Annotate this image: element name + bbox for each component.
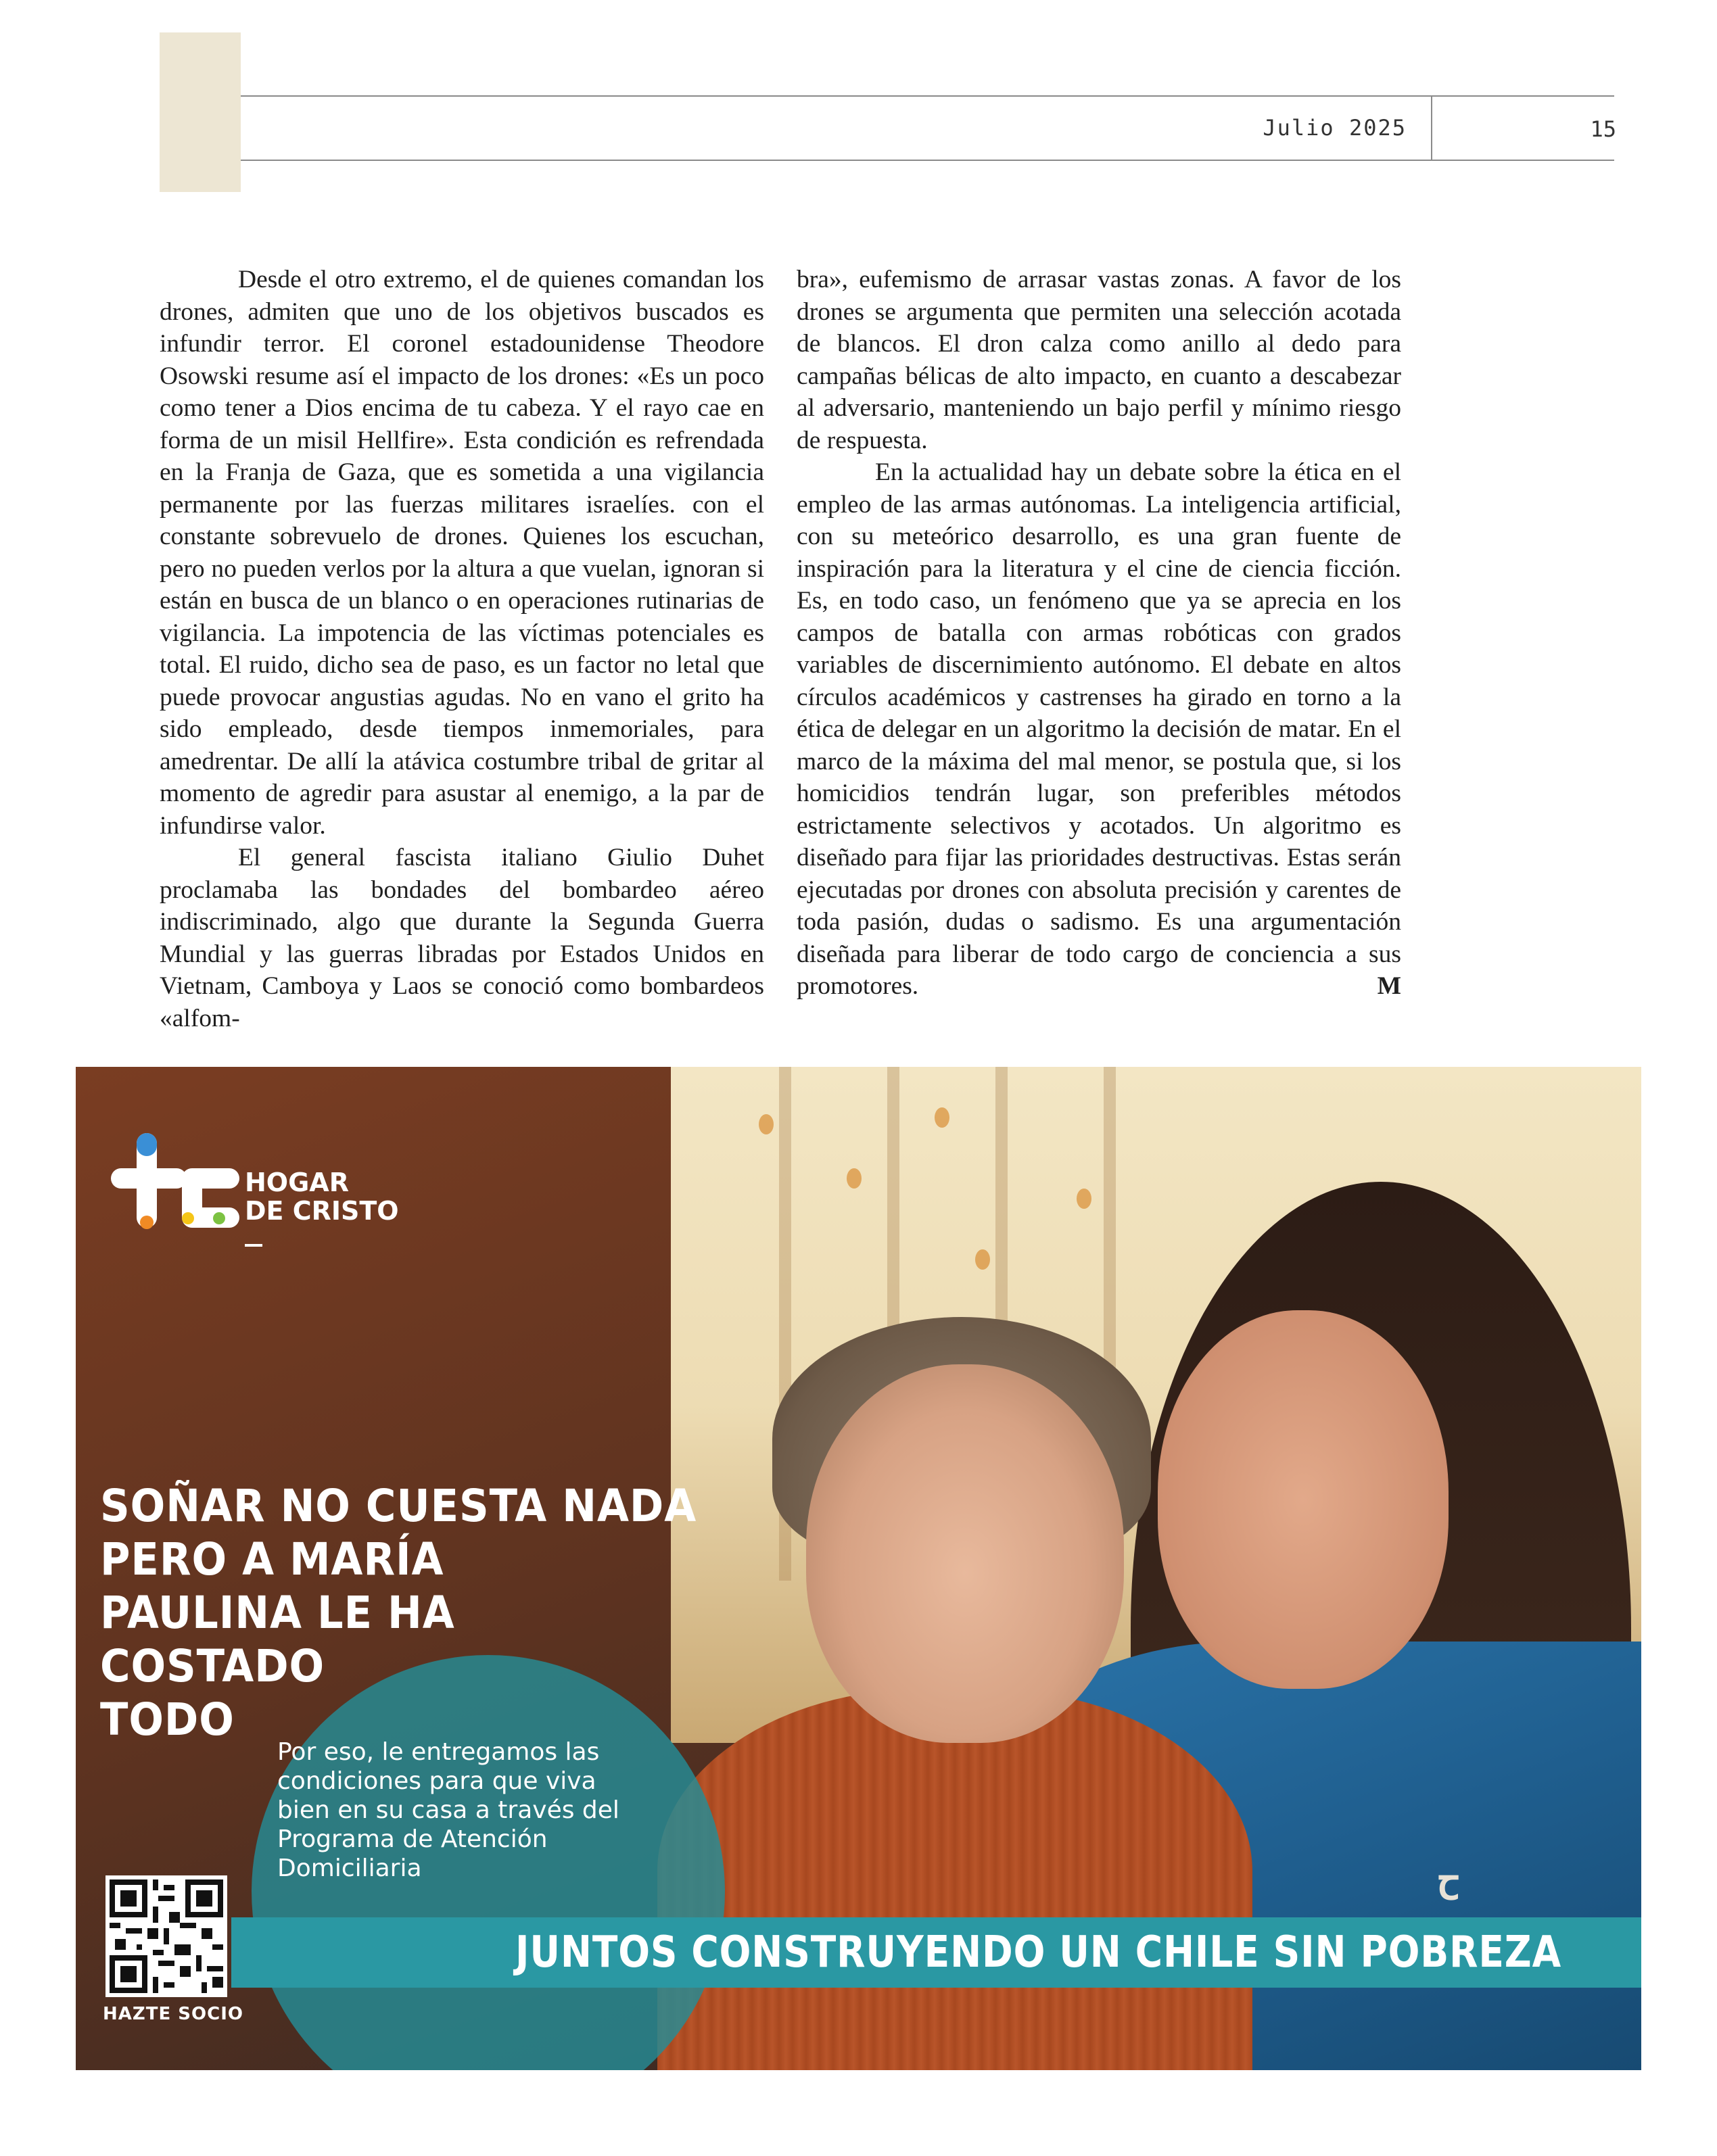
header-divider — [1431, 95, 1432, 161]
qr-label: HAZTE SOCIO — [103, 2004, 243, 2024]
article-paragraph: bra», eufemismo de arrasar vastas zonas. A favor de los drones se argumenta que permiten una selección acotada de blancos. El dron calza como anillo al dedo para campañas bélicas de alto impacto, en cuanto a descabezar al adversario, manteniendo un bajo perfil y mínimo riesgo de respuesta. — [797, 266, 1401, 454]
curtain-pattern — [847, 1168, 862, 1189]
page-tab-decoration — [160, 32, 241, 192]
article-paragraph: El general fascista italiano Giulio Duhet proclamaba las bondades del bombardeo aéreo indiscriminado, algo que durante la Segunda Guerra Mundial y las guerras libradas por Estados Unidos en Vietnam, Camboya y Laos se conoció como bombardeos «alfom- — [160, 844, 764, 1032]
elderly-woman-sweater — [657, 1689, 1252, 2070]
headline-line: PAULINA LE HA — [100, 1587, 455, 1639]
ad-subtext: Por eso, le entregamos las condiciones para que viva bien en su casa a través del Programa de Atención Domiciliaria — [277, 1738, 619, 1882]
curtain-pattern — [759, 1114, 774, 1134]
young-woman-face — [1158, 1310, 1449, 1689]
hogar-de-cristo-logo-icon — [111, 1126, 239, 1235]
article-paragraph-text: En la actualidad hay un debate sobre la ética en el empleo de las armas autónomas. La inteligencia artificial, con su meteórico desarrollo, es una gran fuente de inspiración para la literatura y el cine de ciencia ficción. Es, en todo caso, un fenómeno que ya se aprecia en los campos de batalla con armas robóticas con grados variables de discernimiento autónomo. El debate en altos círculos académicos y castrenses ha girado en torno a la ética de delegar en un algoritmo la decisión de matar. En el marco de la máxima del mal menor, se postula que, si los homicidios tendrán lugar, son preferibles métodos estrictamente selectivos y acotados. Un algoritmo es diseñado para fijar las prioridades destructivas. Estas serán ejecutadas por drones con absoluta precisión y carentes de toda pasión, dudas o sadismo. Es una argumentación diseñada para liberar de todo cargo de conciencia a sus promotores. — [797, 458, 1401, 1000]
headline-line: SOÑAR NO CUESTA NADA — [100, 1480, 697, 1532]
ad-headline — [100, 1479, 697, 1746]
header-top-rule — [241, 95, 1614, 97]
end-of-article-mark: M — [1377, 972, 1401, 1000]
curtain-pattern — [975, 1249, 990, 1270]
elderly-woman-face — [806, 1364, 1124, 1743]
qr-code-icon — [110, 1879, 223, 1993]
curtain-pattern — [935, 1107, 949, 1128]
brand-underline — [245, 1244, 262, 1247]
article-paragraph: Desde el otro extremo, el de quienes comandan los drones, admiten que uno de los objetivos buscados es infundir terror. El coronel estadounidense Theodore Osowski resume así el impacto de los drones: «Es un poco como tener a Dios encima de tu cabeza. Y el rayo cae en forma de un misil Hellfire». Esta condición es refrendada en la Franja de Gaza, que es sometida a una vigilancia permanente por las fuerzas militares israelíes. con el constante sobrevuelo de drones. Quienes los escuchan, pero no pueden verlos por la altura a que vuelan, ignoran si están en busca de un blanco o en operaciones rutinarias de vigilancia. La impotencia de las víctimas potenciales es total. El ruido, dicho sea de paso, es un factor no letal que puede provocar angustias agudas. No en vano el grito ha sido empleado, desde tiempos inmemoriales, para amedrentar. De allí la atávica costumbre tribal de gritar al momento de agredir para asustar al enemigo, a la par de infundirse valor. — [160, 266, 764, 840]
headline-line: TODO — [100, 1694, 235, 1746]
jacket-logo-icon: ꞇ — [1438, 1860, 1459, 1910]
page-number: 15 — [1590, 116, 1616, 142]
headline-line: COSTADO — [100, 1640, 325, 1692]
article-column-right — [797, 264, 1401, 1003]
issue-date: Julio 2025 — [1263, 115, 1407, 141]
article-paragraph — [797, 456, 1401, 1003]
slogan-text: JUNTOS CONSTRUYENDO UN CHILE SIN POBREZA — [515, 1927, 1562, 1978]
brand-name-line2: DE CRISTO — [245, 1196, 399, 1226]
qr-code[interactable] — [105, 1875, 227, 1997]
brand-name-line1: HOGAR — [245, 1168, 349, 1197]
hogar-de-cristo-advertisement — [76, 1067, 1641, 2070]
header-bottom-rule — [241, 160, 1614, 161]
brand-name — [245, 1168, 399, 1225]
article-column-left — [160, 264, 764, 1034]
curtain-pattern — [1077, 1189, 1091, 1209]
headline-line: PERO A MARÍA — [100, 1533, 444, 1585]
